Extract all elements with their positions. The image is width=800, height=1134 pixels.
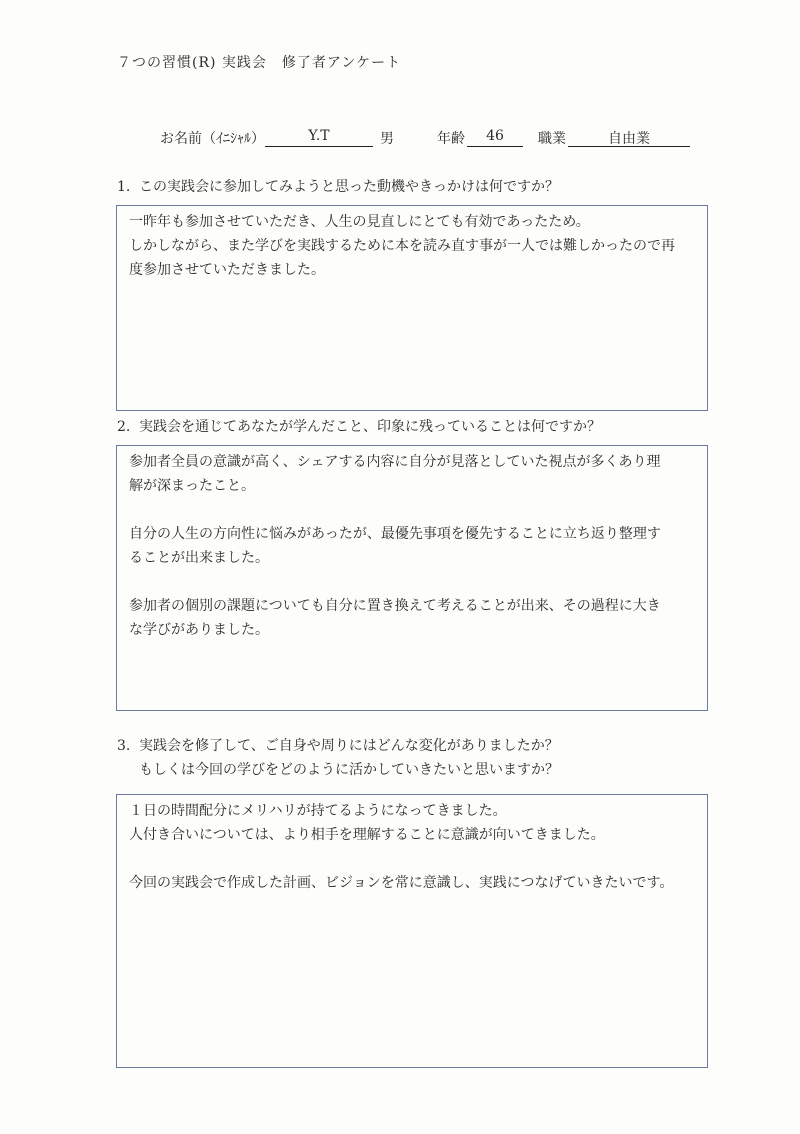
question-1 xyxy=(117,175,559,199)
question-3 xyxy=(117,734,559,782)
answer-box-2 xyxy=(116,445,708,711)
answer-line: 人付き合いについては、より相手を理解することに意識が向いてきました。 xyxy=(129,827,605,843)
question-2 xyxy=(117,415,601,439)
answer-line: 参加者全員の意識が高く、シェアする内容に自分が見落としていた視点が多くあり理 xyxy=(129,454,661,470)
answer-box-1 xyxy=(116,205,708,411)
gender-value: 男 xyxy=(380,131,394,147)
occupation-label: 職業 xyxy=(538,131,566,147)
form-title: ７つの習慣(R) 実践会 修了者アンケート xyxy=(117,55,402,71)
answer-line: しかしながら、また学びを実践するために本を読み直す事が一人では難しかったので再 xyxy=(129,238,675,254)
answer-line: 今回の実践会で作成した計画、ビジョンを常に意識し、実践につなげていきたいです。 xyxy=(129,875,674,891)
answer-line: １日の時間配分にメリハリが持てるようになってきました。 xyxy=(129,803,507,819)
occupation-value: 自由業 xyxy=(568,128,690,147)
question-number: 2. xyxy=(117,419,131,435)
answer-line: 度参加させていただきました。 xyxy=(129,262,325,278)
question-text: 実践会を修了して、ご自身や周りにはどんな変化がありましたか？ xyxy=(139,738,559,754)
answer-box-3 xyxy=(116,794,708,1068)
answer-line: 解が深まったこと。 xyxy=(129,478,255,494)
answer-line: な学びがありました。 xyxy=(129,622,269,638)
age-label: 年齢 xyxy=(437,131,465,147)
answer-line: ることが出来ました。 xyxy=(129,550,269,566)
answer-line: 参加者の個別の課題についても自分に置き換えて考えることが出来、その過程に大き xyxy=(129,598,661,614)
question-text: 実践会を通じてあなたが学んだこと、印象に残っていることは何ですか？ xyxy=(139,419,601,435)
question-number: 1. xyxy=(117,179,131,195)
question-text: もしくは今回の学びをどのように活かしていきたいと思いますか？ xyxy=(139,762,559,778)
answer-line: 自分の人生の方向性に悩みがあったが、最優先事項を優先することに立ち返り整理す xyxy=(129,526,661,542)
age-value: 46 xyxy=(467,128,523,147)
answer-line: 一昨年も参加させていただき、人生の見直しにとても有効であったため。 xyxy=(129,214,590,230)
name-value: Y.T xyxy=(265,128,373,147)
name-label: お名前（ｲﾆｼｬﾙ） xyxy=(160,131,265,147)
question-text: この実践会に参加してみようと思った動機やきっかけは何ですか？ xyxy=(139,179,559,195)
question-number: 3. xyxy=(117,738,131,754)
